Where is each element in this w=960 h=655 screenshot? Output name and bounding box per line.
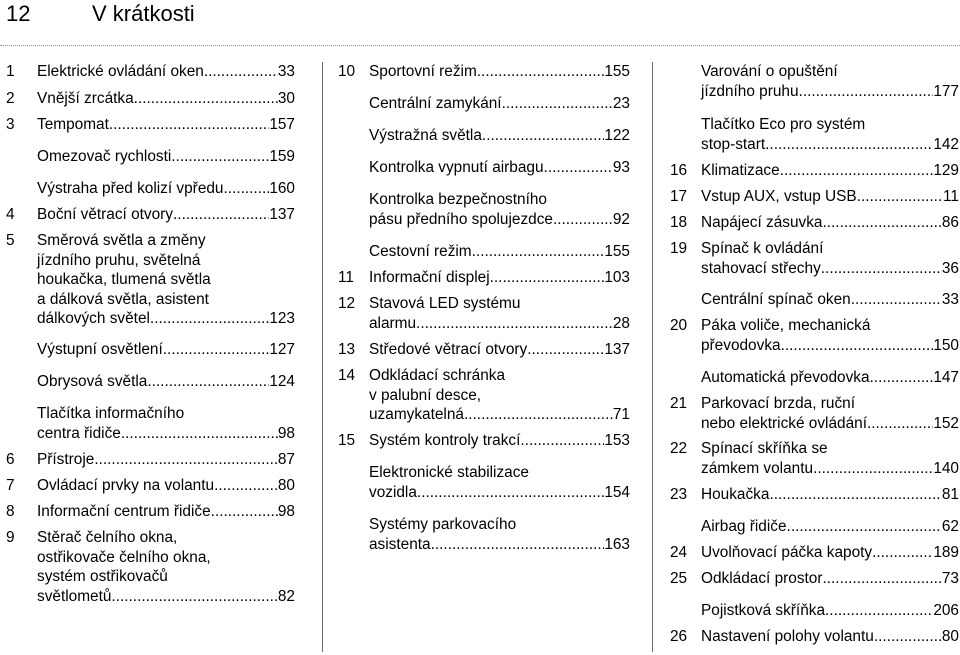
index-entry — [338, 366, 630, 425]
dot-leader — [94, 450, 278, 470]
index-entry — [6, 372, 295, 392]
entry-label: světlometů — [37, 587, 112, 605]
dot-leader — [765, 135, 933, 155]
index-entry — [338, 340, 630, 360]
index-entry — [6, 205, 295, 225]
entry-label: Tempomat — [37, 116, 109, 133]
dot-leader — [799, 82, 934, 102]
entry-page-number: 93 — [612, 159, 630, 176]
entry-page-number: 137 — [269, 206, 295, 223]
dot-leader — [472, 242, 605, 262]
header-divider — [0, 45, 960, 46]
dot-leader — [171, 147, 269, 167]
entry-page-number: 80 — [941, 628, 959, 645]
index-entry — [6, 89, 295, 109]
entry-number: 22 — [670, 440, 688, 457]
entry-page-number: 155 — [604, 243, 630, 260]
index-entry — [338, 515, 630, 554]
dot-leader — [520, 431, 604, 451]
entry-label: Kontrolka bezpečnostního — [369, 191, 547, 208]
entry-label: Elektronické stabilizace — [369, 464, 529, 481]
entry-page-number: 123 — [269, 310, 295, 327]
entry-label: jízdního pruhu — [701, 82, 799, 100]
dot-leader — [781, 336, 934, 356]
dot-leader — [769, 485, 941, 505]
index-entry — [6, 231, 295, 329]
index-entry — [338, 62, 630, 82]
entry-number: 19 — [670, 240, 688, 257]
dot-leader — [780, 161, 934, 181]
entry-page-number: 177 — [933, 82, 959, 100]
entry-label: dálkových světel — [37, 310, 150, 327]
entry-label: Směrová světla a změny — [37, 232, 206, 249]
entry-page-number: 189 — [933, 544, 959, 561]
dot-leader — [224, 179, 270, 199]
entry-page-number: 147 — [933, 369, 959, 386]
entry-label: v palubní desce, — [369, 386, 482, 404]
index-entry — [670, 394, 959, 433]
entry-label: Centrální spínač oken — [701, 291, 851, 308]
entry-page-number: 81 — [941, 486, 959, 503]
dot-leader — [870, 368, 934, 388]
entry-label: centra řidiče — [37, 424, 121, 442]
entry-label: systém ostřikovačů — [37, 568, 168, 585]
entry-label: Automatická převodovka — [701, 369, 870, 386]
entry-label: Vstup AUX, vstup USB — [701, 188, 857, 205]
entry-number: 5 — [6, 232, 15, 249]
index-entry — [6, 502, 295, 522]
entry-page-number: 98 — [277, 503, 295, 520]
dot-leader — [851, 290, 942, 310]
entry-page-number: 87 — [277, 451, 295, 468]
entry-label: Ovládací prvky na volantu — [37, 477, 215, 494]
dot-leader — [416, 314, 613, 334]
entry-number: 26 — [670, 628, 688, 645]
index-entry — [338, 463, 630, 502]
entry-page-number: 92 — [612, 210, 630, 228]
entry-label: houkačka, tlumená světla — [37, 271, 211, 288]
entry-label: Informační displej — [369, 269, 490, 286]
index-entry — [670, 439, 959, 478]
entry-label: nebo elektrické ovládání — [701, 414, 867, 432]
dot-leader — [111, 587, 277, 607]
page-title: V krátkosti — [92, 1, 195, 26]
entry-label: Spínací skříňka se — [701, 440, 828, 457]
index-entry — [670, 187, 959, 207]
entry-label: Nastavení polohy volantu — [701, 628, 874, 645]
entry-page-number: 73 — [941, 570, 959, 587]
index-entry — [6, 476, 295, 496]
entry-label: Spínač k ovládání — [701, 240, 824, 257]
entry-page-number: 163 — [604, 535, 630, 553]
dot-leader — [874, 627, 942, 647]
entry-label: Airbag řidiče — [701, 518, 787, 535]
entry-page-number: 36 — [941, 259, 959, 277]
entry-page-number: 103 — [604, 269, 630, 286]
entry-label: pásu předního spolujezdce — [369, 210, 553, 228]
entry-label: jízdního pruhu, světelná — [37, 251, 201, 269]
entry-page-number: 155 — [604, 63, 630, 80]
entry-page-number: 71 — [612, 406, 630, 423]
entry-label: Varování o opuštění — [701, 63, 838, 80]
entry-page-number: 160 — [269, 180, 295, 197]
entry-label: Pojistková skříňka — [701, 602, 826, 619]
entry-page-number: 33 — [277, 63, 295, 80]
index-entry — [6, 179, 295, 199]
index-entry — [670, 627, 959, 647]
entry-label: Výstraha před kolizí vpředu — [37, 180, 224, 197]
entry-label: Systém kontroly trakcí — [369, 432, 521, 449]
index-entry — [670, 213, 959, 233]
entry-label: Systémy parkovacího — [369, 516, 517, 533]
entry-number: 20 — [670, 317, 688, 334]
entry-label: Středové větrací otvory — [369, 341, 528, 358]
entry-number: 13 — [338, 341, 356, 358]
entry-page-number: 23 — [612, 95, 630, 112]
entry-label: Páka voliče, mechanická — [701, 317, 871, 334]
entry-number: 18 — [670, 214, 688, 231]
entry-number: 8 — [6, 503, 15, 520]
entry-number: 1 — [6, 63, 15, 80]
entry-number: 11 — [338, 269, 354, 286]
entry-label: Odkládací prostor — [701, 570, 823, 587]
dot-leader — [553, 210, 613, 230]
index-entry — [670, 316, 959, 355]
entry-label: Přístroje — [37, 451, 95, 468]
dot-leader — [872, 543, 933, 563]
entry-label: vozidla — [369, 483, 417, 501]
dot-leader — [822, 213, 941, 233]
dot-leader — [163, 340, 270, 360]
index-entry — [338, 94, 630, 114]
dot-leader — [822, 569, 941, 589]
entry-page-number: 98 — [277, 424, 295, 442]
entry-number: 10 — [338, 63, 356, 80]
dot-leader — [857, 187, 943, 207]
entry-page-number: 140 — [933, 459, 959, 477]
index-entry — [670, 239, 959, 278]
dot-leader — [204, 62, 278, 82]
index-entry — [338, 242, 630, 262]
entry-page-number: 152 — [933, 414, 959, 432]
entry-label: stop-start — [701, 135, 766, 153]
index-entry — [6, 62, 295, 82]
index-entry — [670, 368, 959, 388]
column-divider — [322, 62, 323, 652]
dot-leader — [490, 268, 605, 288]
entry-label: alarmu — [369, 314, 417, 332]
entry-number: 6 — [6, 451, 15, 468]
entry-label: Tlačítko Eco pro systém — [701, 116, 866, 133]
entry-number: 3 — [6, 116, 15, 133]
index-entry — [6, 450, 295, 470]
entry-number: 21 — [670, 395, 688, 412]
entry-page-number: 127 — [269, 341, 295, 358]
index-entry — [338, 294, 630, 333]
dot-leader — [121, 424, 278, 444]
dot-leader — [482, 126, 604, 146]
index-entry — [338, 158, 630, 178]
entry-label: uzamykatelná — [369, 406, 464, 423]
entry-page-number: 137 — [604, 341, 630, 358]
entry-label: Boční větrací otvory — [37, 206, 174, 223]
entry-label: ostřikovače čelního okna, — [37, 548, 211, 566]
dot-leader — [787, 517, 942, 537]
entry-page-number: 153 — [604, 432, 630, 449]
entry-page-number: 150 — [933, 336, 959, 354]
index-entry — [670, 161, 959, 181]
entry-label: asistenta — [369, 535, 431, 553]
entry-page-number: 159 — [269, 148, 295, 165]
entry-label: Stavová LED systému — [369, 295, 521, 312]
entry-page-number: 28 — [612, 314, 630, 332]
entry-label: Cestovní režim — [369, 243, 472, 260]
index-entry — [338, 431, 630, 451]
dot-leader — [134, 89, 278, 109]
index-entry — [338, 190, 630, 229]
entry-label: Kontrolka vypnutí airbagu — [369, 159, 544, 176]
entry-page-number: 86 — [941, 214, 959, 231]
entry-page-number: 82 — [277, 587, 295, 605]
entry-label: Informační centrum řidiče — [37, 503, 211, 520]
dot-leader — [527, 340, 604, 360]
dot-leader — [417, 483, 604, 503]
entry-number: 14 — [338, 367, 356, 384]
dot-leader — [502, 94, 613, 114]
entry-label: Parkovací brzda, ruční — [701, 395, 855, 412]
entry-label: Odkládací schránka — [369, 367, 506, 384]
index-entry — [670, 115, 959, 154]
dot-leader — [214, 476, 278, 496]
index-entry — [670, 290, 959, 310]
entry-page-number: 206 — [933, 602, 959, 619]
entry-page-number: 142 — [933, 135, 959, 153]
entry-label: Klimatizace — [701, 162, 780, 179]
entry-label: Elektrické ovládání oken — [37, 63, 204, 80]
dot-leader — [464, 405, 613, 425]
entry-number: 4 — [6, 206, 15, 223]
entry-label: Sportovní režim — [369, 63, 477, 80]
index-entry — [6, 404, 295, 443]
dot-leader — [147, 372, 269, 392]
dot-leader — [211, 502, 278, 522]
index-entry — [6, 528, 295, 606]
entry-number: 23 — [670, 486, 688, 503]
entry-number: 16 — [670, 162, 688, 179]
index-entry — [670, 62, 959, 101]
dot-leader — [813, 459, 933, 479]
entry-page-number: 33 — [941, 291, 959, 308]
index-entry — [6, 340, 295, 360]
entry-number: 15 — [338, 432, 356, 449]
entry-label: Stěrač čelního okna, — [37, 529, 178, 546]
index-entry — [670, 485, 959, 505]
dot-leader — [150, 309, 269, 329]
entry-label: Tlačítka informačního — [37, 405, 185, 422]
dot-leader — [825, 601, 933, 621]
page-header — [0, 0, 960, 48]
entry-page-number: 157 — [269, 116, 295, 133]
entry-number: 12 — [338, 295, 356, 312]
entry-label: Obrysová světla — [37, 373, 148, 390]
entry-number: 25 — [670, 570, 688, 587]
index-entry — [338, 126, 630, 146]
index-entry — [670, 543, 959, 563]
entry-label: Výstupní osvětlení — [37, 341, 163, 358]
entry-page-number: 80 — [277, 477, 295, 494]
entry-page-number: 62 — [941, 518, 959, 535]
entry-number: 9 — [6, 529, 15, 546]
entry-page-number: 129 — [933, 162, 959, 179]
entry-label: zámkem volantu — [701, 459, 814, 477]
entry-label: Vnější zrcátka — [37, 90, 134, 107]
entry-label: převodovka — [701, 336, 781, 354]
index-entry — [670, 601, 959, 621]
index-entry — [670, 569, 959, 589]
entry-number: 24 — [670, 544, 688, 561]
entry-page-number: 30 — [277, 90, 295, 107]
index-entry — [338, 268, 630, 288]
index-entry — [670, 517, 959, 537]
entry-label: Omezovač rychlosti — [37, 148, 172, 165]
dot-leader — [867, 414, 933, 434]
entry-label: stahovací střechy — [701, 259, 821, 277]
entry-label: a dálková světla, asistent — [37, 290, 209, 308]
dot-leader — [109, 115, 269, 135]
entry-page-number: 154 — [604, 483, 630, 501]
entry-page-number: 124 — [269, 373, 295, 390]
entry-number: 7 — [6, 477, 15, 494]
page-number: 12 — [6, 1, 31, 26]
dot-leader — [544, 158, 613, 178]
column-divider — [652, 62, 653, 652]
dot-leader — [821, 259, 942, 279]
dot-leader — [173, 205, 269, 225]
entry-label: Výstražná světla — [369, 127, 482, 144]
dot-leader — [477, 62, 605, 82]
entry-label: Centrální zamykání — [369, 95, 502, 112]
entry-label: Uvolňovací páčka kapoty — [701, 544, 873, 561]
entry-number: 2 — [6, 90, 15, 107]
entry-page-number: 122 — [604, 127, 630, 144]
dot-leader — [431, 535, 605, 555]
entry-label: Napájecí zásuvka — [701, 214, 823, 231]
index-entry — [6, 115, 295, 135]
entry-number: 17 — [670, 188, 688, 205]
index-entry — [6, 147, 295, 167]
entry-label: Houkačka — [701, 486, 770, 503]
entry-page-number: 11 — [943, 188, 959, 205]
